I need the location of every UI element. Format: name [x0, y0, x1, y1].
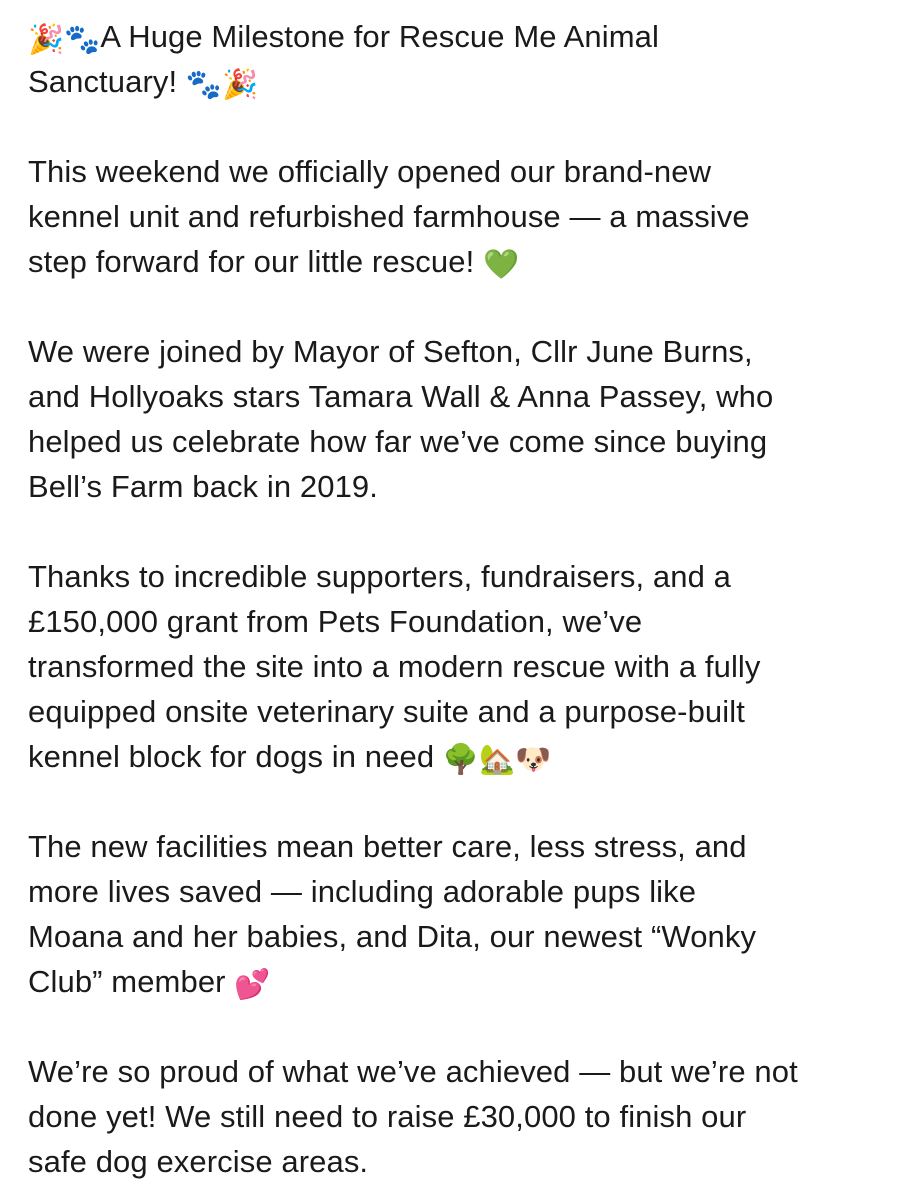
text-line: This weekend we officially opened our brand-new — [28, 154, 712, 189]
paragraph-facilities — [28, 824, 908, 1004]
line-text: Club” member — [28, 964, 235, 999]
text-line — [28, 59, 908, 104]
text-line: done yet! We still need to raise £30,000 to finish our — [28, 1099, 747, 1134]
two-hearts-emoji-icon: 💕 — [234, 967, 271, 1001]
text-line: Moana and her babies, and Dita, our newest “Wonky — [28, 919, 757, 954]
party-popper-emoji-icon: 🎉🐾 — [28, 22, 101, 56]
text-line: equipped onsite veterinary suite and a purpose-built — [28, 694, 745, 729]
text-line: transformed the site into a modern rescue with a fully — [28, 649, 761, 684]
green-heart-emoji-icon: 💚 — [483, 247, 520, 281]
paragraph-headline — [28, 14, 908, 104]
paw-prints-emoji-icon: 🐾🎉 — [185, 67, 259, 101]
post-text — [28, 14, 908, 1184]
paragraph-thanks — [28, 554, 908, 779]
text-line: £150,000 grant from Pets Foundation, we’ve — [28, 604, 643, 639]
text-line: safe dog exercise areas. — [28, 1144, 369, 1179]
text-line: kennel unit and refurbished farmhouse — a massive — [28, 199, 750, 234]
line-text: kennel block for dogs in need — [28, 739, 443, 774]
text-line: Thanks to incredible supporters, fundraisers, and a — [28, 559, 731, 594]
text-line — [28, 239, 908, 284]
text-line: We’re so proud of what we’ve achieved — but we’re not — [28, 1054, 798, 1089]
text-line — [28, 14, 908, 59]
text-line: and Hollyoaks stars Tamara Wall & Anna Passey, who — [28, 379, 774, 414]
line-text: A Huge Milestone for Rescue Me Animal — [100, 19, 659, 54]
line-text: Sanctuary! — [28, 64, 186, 99]
text-line — [28, 734, 908, 779]
line-text: step forward for our little rescue! — [28, 244, 484, 279]
paragraph-opening — [28, 149, 908, 284]
text-line: more lives saved — including adorable pups like — [28, 874, 697, 909]
paragraph-guests — [28, 329, 908, 509]
tree-house-dog-emoji-icon: 🌳🏡🐶 — [442, 742, 552, 776]
text-line — [28, 959, 908, 1004]
text-line: Bell’s Farm back in 2019. — [28, 469, 378, 504]
text-line: We were joined by Mayor of Sefton, Cllr June Burns, — [28, 334, 753, 369]
text-line: helped us celebrate how far we’ve come since buying — [28, 424, 768, 459]
paragraph-appeal — [28, 1049, 908, 1184]
text-line: The new facilities mean better care, less stress, and — [28, 829, 747, 864]
